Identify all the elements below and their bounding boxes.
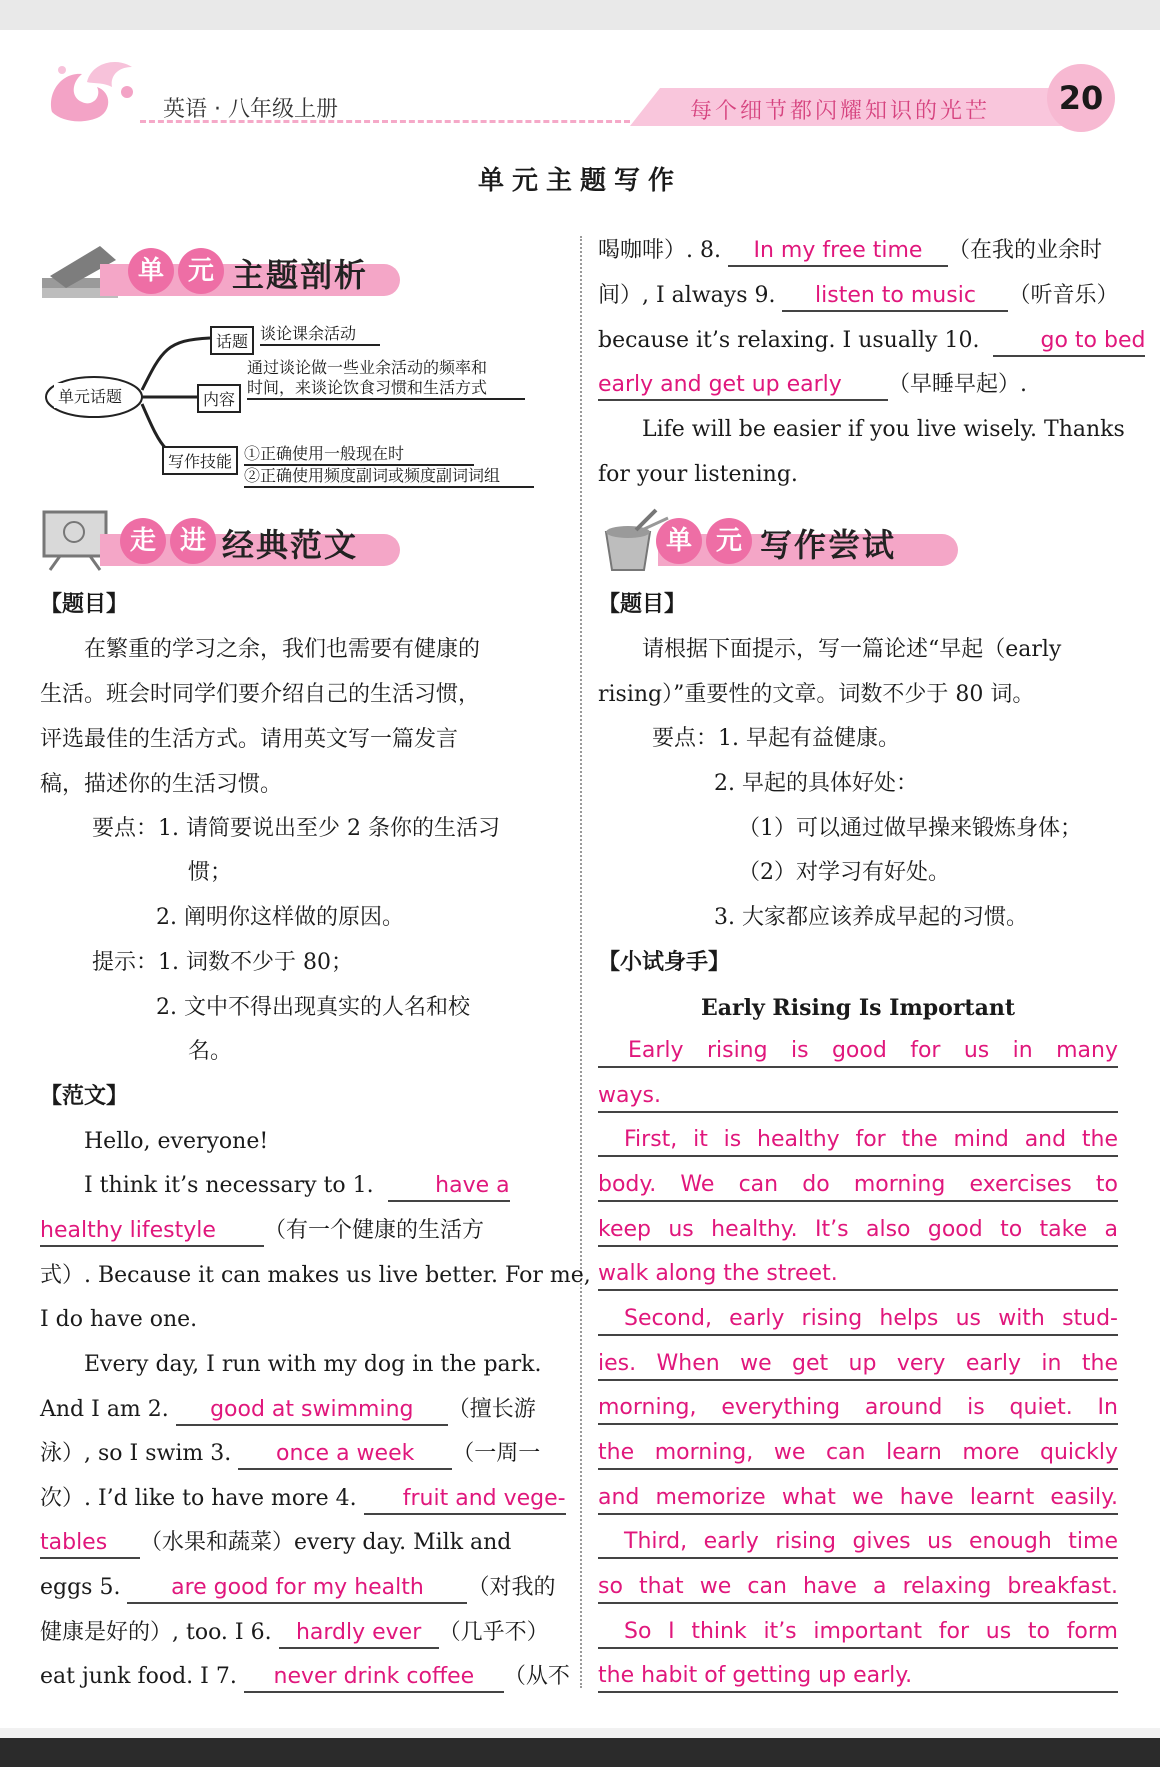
answer-4-cont: tables [40, 1529, 140, 1559]
flourish-ornament-icon [42, 52, 142, 124]
answer-1: have a [388, 1172, 510, 1202]
header-dashed-line [140, 120, 630, 123]
sample-line: tables （水果和蔬菜）every day. Milk and [40, 1528, 560, 1559]
essay-line: Third, early rising gives us enough time [598, 1527, 1118, 1559]
key-point: （1）可以通过做早操来锻炼身体； [738, 816, 1082, 841]
essay-line: ways. [598, 1081, 1118, 1113]
essay-title: Early Rising Is Important [701, 995, 1015, 1021]
sample-line: I think it’s necessary to 1. have a [40, 1171, 560, 1202]
mind-map-center: 单元话题 [54, 383, 126, 408]
page-title: 单元主题写作 [477, 166, 682, 196]
section-banner-classic-sample: 走 进 经典范文 [40, 508, 400, 572]
essay-line: body. We can do morning exercises to [598, 1170, 1118, 1202]
sample-line: I do have one. [40, 1307, 198, 1332]
answer-5: are good for my health [127, 1574, 467, 1604]
mind-map-skill-text-2: ②正确使用频度副词或频度副词词组 [244, 466, 534, 488]
key-point: 3. 大家都应该养成早起的习惯。 [714, 905, 1028, 930]
bottom-bar [0, 1738, 1160, 1767]
sample-line: 健康是好的）, too. I 6. hardly ever （几乎不） [40, 1618, 560, 1649]
task-label: 【题目】 [40, 592, 129, 617]
task-line: 在繁重的学习之余，我们也需要有健康的 [84, 637, 481, 662]
book-title: 英语 · 八年级上册 [163, 97, 338, 122]
sample-line: 喝咖啡）. 8. In my free time （在我的业余时 [598, 236, 1118, 267]
mind-map-topic-text: 谈论课余活动 [260, 324, 380, 346]
mind-map-content-label: 内容 [197, 384, 241, 413]
topic-mind-map [42, 320, 542, 495]
answer-8: In my free time [728, 237, 948, 267]
sample-line: eggs 5. are good for my health （对我的 [40, 1573, 560, 1604]
sample-line: 泳）, so I swim 3. once a week （一周一 [40, 1439, 560, 1470]
tip: 2. 文中不得出现真实的人名和校 [156, 995, 470, 1020]
essay-line: the morning, we can learn more quickly [598, 1438, 1118, 1470]
answer-3: once a week [238, 1440, 452, 1470]
mind-map-skill-text-1: ①正确使用一般现在时 [244, 444, 474, 466]
sample-line: Life will be easier if you live wisely. Thanks [642, 417, 1125, 442]
bottom-shade [0, 1728, 1160, 1738]
answer-1-cont: healthy lifestyle [40, 1217, 264, 1247]
essay-line: First, it is healthy for the mind and the [598, 1125, 1118, 1157]
sample-line: And I am 2. good at swimming （擅长游 [40, 1395, 560, 1426]
essay-line: So I think it’s important for us to form [598, 1617, 1118, 1649]
task-line: 生活。班会时同学们要介绍自己的生活习惯， [40, 682, 481, 707]
sample-line: 间）, I always 9. listen to music （听音乐） [598, 281, 1118, 312]
sample-line: early and get up early （早睡早起）. [598, 370, 1118, 401]
task-line: 稿，描述你的生活习惯。 [40, 772, 283, 797]
essay-line: ies. When we get up very early in the [598, 1349, 1118, 1381]
task-line: 评选最佳的生活方式。请用英文写一篇发言 [40, 727, 459, 752]
essay-line: so that we can have a relaxing breakfast. [598, 1572, 1118, 1604]
sample-line: eat junk food. I 7. never drink coffee （从不 [40, 1662, 560, 1693]
try-label: 【小试身手】 [598, 950, 731, 975]
essay-line: walk along the street. [598, 1259, 1118, 1291]
essay-line: morning, everything around is quiet. In [598, 1393, 1118, 1425]
mind-map-content-text-1: 通过谈论做一些业余活动的频率和 [247, 358, 488, 377]
top-margin [0, 0, 1160, 30]
key-point: （2）对学习有好处。 [738, 860, 950, 885]
essay-line: Second, early rising helps us with stud- [598, 1304, 1118, 1336]
tip: 提示：1. 词数不少于 80； [92, 950, 353, 975]
tip: 名。 [188, 1039, 233, 1064]
essay-line: keep us healthy. It’s also good to take a [598, 1215, 1118, 1247]
key-point: 2. 阐明你这样做的原因。 [156, 905, 404, 930]
sample-line: 次）. I’d like to have more 4. fruit and vege- [40, 1484, 560, 1515]
task-line: rising）”重要性的文章。词数不少于 80 词。 [598, 682, 1035, 707]
section-banner-topic-analysis: 单 元 主题剖析 [40, 238, 400, 302]
mind-map-content-text-2: 时间，来谈论饮食习惯和生活方式 [247, 378, 525, 400]
sample-label: 【范文】 [40, 1084, 129, 1109]
answer-10-cont: early and get up early [598, 371, 888, 401]
mind-map-topic-label: 话题 [210, 326, 254, 355]
key-point: 要点：1. 早起有益健康。 [652, 726, 900, 751]
sample-line: healthy lifestyle （有一个健康的生活方 [40, 1216, 560, 1247]
page-header [0, 40, 1160, 130]
answer-9: listen to music [782, 282, 1008, 312]
answer-10: go to bed [993, 327, 1145, 357]
key-point: 2. 早起的具体好处： [714, 771, 918, 796]
page-number: 20 [1047, 64, 1115, 132]
essay-line: the habit of getting up early. [598, 1661, 1118, 1693]
sample-greeting: Hello, everyone! [84, 1129, 269, 1154]
key-point: 要点：1. 请简要说出至少 2 条你的生活习 [92, 816, 500, 841]
answer-2: good at swimming [176, 1396, 448, 1426]
header-slogan: 每个细节都闪耀知识的光芒 [690, 99, 991, 124]
answer-6: hardly ever [279, 1619, 439, 1649]
sample-line: Every day, I run with my dog in the park. [84, 1352, 542, 1377]
sample-line: 式）. Because it can makes us live better. For me, [40, 1263, 591, 1288]
mind-map-skill-label: 写作技能 [162, 446, 238, 475]
answer-7: never drink coffee [244, 1663, 504, 1693]
essay-line: and memorize what we have learnt easily. [598, 1483, 1118, 1515]
answer-4: fruit and vege- [364, 1485, 566, 1515]
key-point: 惯； [188, 860, 233, 885]
task-label: 【题目】 [598, 592, 687, 617]
task-line: 请根据下面提示，写一篇论述“早起（early [642, 637, 1062, 662]
essay-line: Early rising is good for us in many [598, 1036, 1118, 1068]
sample-line: for your listening. [598, 462, 798, 487]
section-banner-writing-practice: 单 元 写作尝试 [598, 508, 958, 572]
sample-line: because it’s relaxing. I usually 10. go to bed [598, 326, 1118, 357]
